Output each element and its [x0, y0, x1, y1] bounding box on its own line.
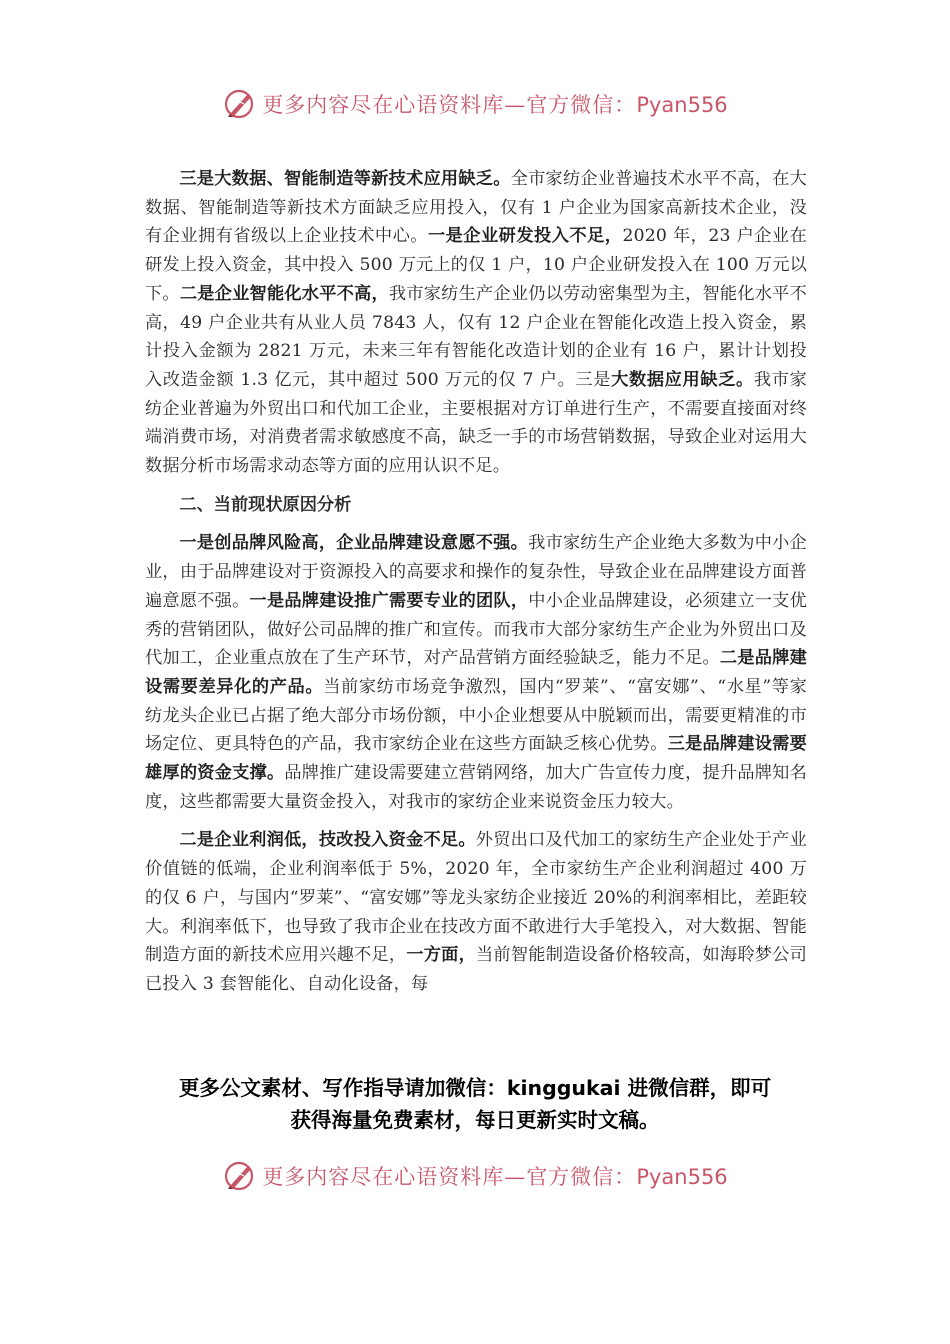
banner-account: Pyan556 [636, 93, 728, 117]
bold-run: 一方面， [406, 945, 477, 966]
text-run: 外贸出口及代加工的家纺生产企业处于产业价值链的低端，企业利润率低于 5%，2020 年，全市家纺生产企业利润超过 400 万的仅 6 户，与国内“罗莱”、“富安娜”等龙头家纺企业接近 20%的利润率相比，差距较大。利润率低下，也导致了我市企业在技改方面不敢进行大手笔投入，对大数据、智能制造方面的新技术应用兴趣不足， [145, 830, 807, 966]
pen-logo-icon [222, 86, 258, 122]
banner-site: 更多内容尽在心语资料库 [262, 93, 505, 117]
banner-account: Pyan556 [636, 1165, 728, 1189]
banner-dash: — [504, 1165, 527, 1189]
text-run: 当前家纺市场竞争激烈，国内“罗莱”、“富安娜”、“水星”等家纺龙头企业已占据了绝大部分市场份额，中小企业想要从中脱颖而出，需要更精准的市场定位、更具特色的产品，我市家纺企业在这些方面缺乏核心优势。 [145, 676, 807, 755]
banner-dash: — [504, 93, 527, 117]
banner-text [262, 1161, 727, 1191]
bold-run: 大数据应用缺乏。 [611, 369, 754, 390]
bold-run: 三是品牌建设需要雄厚的资金支撑。 [145, 734, 807, 784]
promo-line-1: 更多公文素材、写作指导请加微信：kinggukai 进微信群，即可 [178, 1076, 772, 1100]
header-banner [0, 84, 950, 124]
body-paragraph [145, 826, 807, 998]
bold-run: 二是企业利润低，技改投入资金不足。 [179, 830, 476, 851]
banner-site: 更多内容尽在心语资料库 [262, 1165, 505, 1189]
bold-run: 一是创品牌风险高，企业品牌建设意愿不强。 [179, 533, 529, 554]
body-paragraph [145, 165, 807, 481]
banner-official: 官方微信： [526, 1165, 637, 1189]
promo-line-2: 获得海量免费素材，每日更新实时文稿。 [290, 1108, 660, 1132]
text-run: 当前智能制造设备价格较高，如海聆梦公司已投入 3 套智能化、自动化设备，每 [145, 945, 807, 994]
bold-run: 一是品牌建设推广需要专业的团队， [249, 590, 529, 611]
pen-logo-icon [222, 1158, 258, 1194]
banner-text [262, 89, 727, 119]
text-run: 我市家纺生产企业绝大多数为中小企业，由于品牌建设对于资源投入的高要求和操作的复杂性，导致企业在品牌建设方面普遍意愿不强。 [145, 533, 807, 611]
body-paragraph [145, 529, 807, 816]
bold-run: 一是企业研发投入不足， [427, 226, 623, 247]
text-run: 2020 年，23 户企业在研发上投入资金，其中投入 500 万元上的仅 1 户，10 户企业研发投入在 100 万元以下。 [145, 226, 808, 304]
promo-notice [130, 1072, 820, 1136]
document-body [145, 165, 807, 1009]
banner-official: 官方微信： [526, 93, 637, 117]
bold-run: 三是大数据、智能制造等新技术应用缺乏。 [179, 169, 511, 189]
text-run: 我市家纺企业普遍为外贸出口和代加工企业，主要根据对方订单进行生产，不需要直接面对终端消费市场，对消费者需求敏感度不高，缺乏一手的市场营销数据，导致企业对运用大数据分析市场需求动态等方面的应用认识不足。 [145, 369, 807, 477]
text-run: 中小企业品牌建设，必须建立一支优秀的营销团队，做好公司品牌的推广和宣传。而我市大部分家纺生产企业为外贸出口及代加工，企业重点放在了生产环节，对产品营销方面经验缺乏，能力不足。 [145, 590, 807, 669]
text-run: 全市家纺企业普遍技术水平不高，在大数据、智能制造等新技术方面缺乏应用投入，仅有 1 户企业为国家高新技术企业，没有企业拥有省级以上企业技术中心。 [145, 169, 807, 247]
bold-run: 二是企业智能化水平不高， [179, 283, 389, 304]
text-run: 品牌推广建设需要建立营销网络，加大广告宣传力度，提升品牌知名度，这些都需要大量资金投入，对我市的家纺企业来说资金压力较大。 [145, 763, 807, 812]
bold-run: 二是品牌建设需要差异化的产品。 [145, 648, 807, 697]
section-heading: 二、当前现状原因分析 [179, 494, 352, 515]
text-run: 我市家纺生产企业仍以劳动密集型为主，智能化水平不高，49 户企业共有从业人员 7843 人，仅有 12 户企业在智能化改造上投入资金，累计投入金额为 2821 万元，未来三年有智能化改造计划的企业有 16 户，累计计划投入改造金额 1.3 亿元，其中超过 500 万元的仅 7 户。三是 [145, 283, 807, 390]
footer-banner [0, 1156, 950, 1196]
